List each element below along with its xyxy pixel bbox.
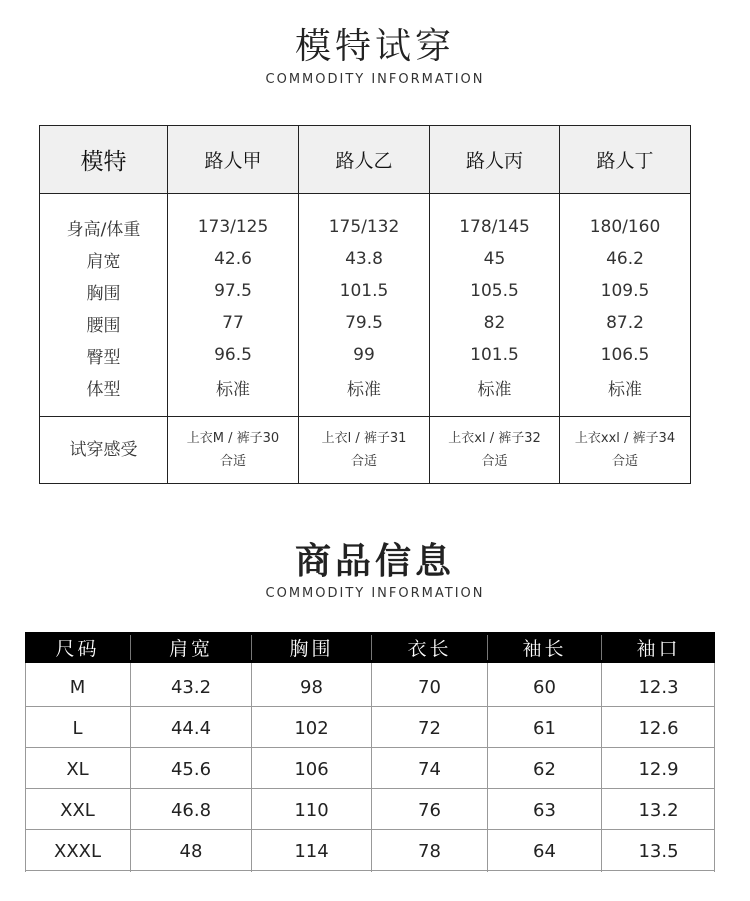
product-info-title: 商品信息	[294, 541, 455, 582]
fit-feedback-cell	[168, 417, 298, 483]
size-cell: M	[69, 676, 86, 698]
size-row	[25, 708, 715, 748]
cuff-cell: 13.2	[638, 799, 679, 821]
header-divider	[487, 635, 488, 660]
measure-value: 45	[483, 249, 506, 269]
cuff-cell: 12.6	[638, 717, 679, 739]
size-chart-table	[25, 632, 715, 872]
measure-value: 标准	[347, 379, 381, 400]
sleeve-cell: 62	[533, 758, 556, 780]
product-info-subtitle: COMMODITY INFORMATION	[265, 586, 485, 601]
sleeve-cell: 64	[533, 840, 556, 862]
sleeve-cell: 61	[533, 717, 556, 739]
measure-value: 105.5	[470, 281, 519, 301]
measure-value: 82	[483, 313, 506, 333]
chest-cell: 110	[294, 799, 329, 821]
header-size: 尺码	[55, 638, 100, 660]
size-row	[25, 831, 715, 871]
cuff-cell: 12.3	[638, 676, 679, 698]
header-divider	[601, 635, 602, 660]
shoulder-cell: 44.4	[170, 717, 212, 739]
length-cell: 70	[418, 676, 441, 698]
measure-value: 99	[353, 345, 375, 365]
chest-cell: 102	[294, 717, 329, 739]
header-model: 模特	[80, 149, 127, 175]
length-cell: 72	[418, 717, 441, 739]
shoulder-cell: 46.8	[170, 799, 212, 821]
length-cell: 74	[418, 758, 441, 780]
size-cell: XXXL	[53, 840, 102, 862]
fit-verdict: 合适	[350, 454, 377, 469]
model-fitting-title: 模特试穿	[294, 26, 455, 67]
row-label-body-type: 体型	[86, 379, 121, 400]
chest-cell: 106	[294, 758, 329, 780]
header-chest: 胸围	[289, 638, 334, 660]
measure-value: 97.5	[214, 281, 252, 301]
chest-cell: 98	[300, 676, 323, 698]
fit-feedback-cell	[560, 417, 690, 483]
size-cell: XL	[66, 758, 89, 780]
row-label-fit-feel: 试穿感受	[69, 439, 138, 460]
measure-value: 96.5	[214, 345, 252, 365]
size-cell: XXL	[60, 799, 95, 821]
size-row	[25, 667, 715, 707]
header-length: 衣长	[407, 638, 452, 660]
header-divider	[130, 635, 131, 660]
header-cuff: 袖口	[636, 638, 681, 660]
sleeve-cell: 63	[533, 799, 556, 821]
measure-value: 101.5	[470, 345, 519, 365]
header-model-1: 路人甲	[204, 150, 262, 172]
measure-value: 77	[222, 313, 244, 333]
shoulder-cell: 45.6	[170, 758, 212, 780]
fit-verdict: 合适	[219, 454, 246, 469]
fit-size: 上衣xxl / 裤子34	[574, 431, 676, 446]
measure-value: 46.2	[606, 249, 644, 269]
measure-value: 87.2	[606, 313, 644, 333]
measure-value: 标准	[477, 379, 512, 400]
measure-value: 180/160	[589, 217, 661, 237]
fit-size: 上衣xl / 裤子32	[448, 431, 541, 446]
sleeve-cell: 60	[533, 676, 556, 698]
measure-value: 175/132	[328, 217, 400, 237]
size-row	[25, 790, 715, 830]
row-label-waist: 腰围	[86, 315, 121, 336]
size-cell: L	[72, 717, 83, 739]
header-sleeve-length: 袖长	[522, 638, 567, 660]
measure-value: 42.6	[214, 249, 252, 269]
measure-value: 178/145	[459, 217, 530, 237]
measure-value: 79.5	[345, 313, 383, 333]
size-row	[25, 749, 715, 789]
model-fitting-table	[39, 125, 691, 484]
header-model-4: 路人丁	[596, 150, 654, 172]
header-shoulder: 肩宽	[168, 638, 213, 660]
fit-feedback-cell	[430, 417, 559, 483]
fit-verdict: 合适	[481, 454, 508, 469]
fit-size: 上衣M / 裤子30	[186, 431, 280, 446]
header-model-3: 路人丙	[465, 150, 523, 172]
length-cell: 78	[418, 840, 441, 862]
chest-cell: 114	[294, 840, 329, 862]
measure-value: 101.5	[339, 281, 389, 301]
measure-value: 173/125	[197, 217, 269, 237]
shoulder-cell: 48	[179, 840, 203, 862]
measure-value: 109.5	[600, 281, 650, 301]
header-divider	[251, 635, 252, 660]
measure-value: 标准	[216, 379, 250, 400]
fit-verdict: 合适	[611, 454, 638, 469]
shoulder-cell: 43.2	[170, 676, 212, 698]
model-fitting-subtitle: COMMODITY INFORMATION	[265, 72, 485, 87]
measure-value: 43.8	[345, 249, 383, 269]
header-model-2: 路人乙	[335, 150, 393, 172]
measure-value: 106.5	[600, 345, 650, 365]
header-divider	[371, 635, 372, 660]
cuff-cell: 13.5	[638, 840, 679, 862]
cuff-cell: 12.9	[638, 758, 679, 780]
measure-value: 标准	[608, 379, 642, 400]
row-label-shoulder: 肩宽	[86, 251, 121, 272]
row-label-chest: 胸围	[86, 283, 121, 304]
row-label-height-weight: 身高/体重	[66, 219, 141, 240]
fit-size: 上衣l / 裤子31	[321, 431, 407, 446]
length-cell: 76	[418, 799, 441, 821]
fit-feedback-cell	[299, 417, 429, 483]
row-label-hip: 臀型	[86, 347, 121, 368]
